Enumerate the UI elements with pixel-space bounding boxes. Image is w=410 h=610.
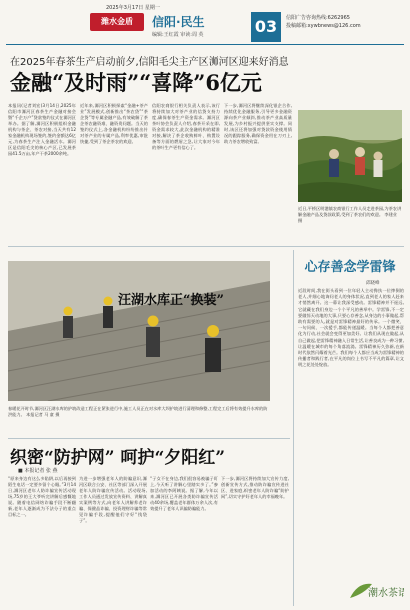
section-divider (8, 438, 290, 439)
feature-photo-title: 汪湖水库正“换装” (118, 293, 224, 308)
masthead (6, 4, 404, 46)
lead-headline: 金融“及时雨”“喜降”6亿元 (10, 70, 262, 95)
reservoir-photo (8, 261, 270, 401)
lead-story-body (8, 103, 293, 223)
bottom-story-body (8, 476, 290, 606)
photo-caption: 近日,平桥区明港镇农商银行工作人员走进茶园,为茶农讲解金融产品及贷款政策,受到了茶农们的欢迎。 李建业 摄 (298, 206, 402, 223)
column-divider (293, 250, 294, 606)
masthead-logo: 潍水金盾 (90, 13, 144, 31)
issue-date: 2025年3月17日 星期一 (106, 5, 160, 11)
tea-garden-photo-image (298, 110, 402, 202)
tea-leaf-icon (346, 576, 404, 604)
column-body: 近段时间,我在街头看到一位年轻人主动搀扶一位摔倒的老人,并细心地询问老人的身体状况,直到老人的家人赶来才悄然离开。这一幕让我深受感动。雷锋精神并不遥远,它就藏在我们身边一个个平凡的善举中。学雷锋,不一定要做惊天动地的大事,只要心存善念,从身边的小事做起,帮助有需要的人,就是对雷锋精神最好的传承。一个微笑、一句问候、一次援手,都能传递温暖。当每个人都把善意化为行动,社会就会变得更加美好。让我们从现在做起,从自己做起,把雷锋精神融入日常生活,让善良成为一种习惯,让温暖在城市的每个角落流淌。雷锋精神历久弥新,在新时代依然闪耀着光芒。我们每个人都应当成为雷锋精神的传播者和践行者,在平凡的岗位上书写不平凡的篇章,让文明之花处处绽放。 (298, 288, 404, 368)
lead-subheadline: 在2025年春茶生产启动前夕,信阳毛尖主产区浉河区迎来好消息 (10, 57, 289, 68)
article-column: 下一步,浉河区将持续加大宣传力度,创新宣传方式,推动防诈骗宣传进社区、进家庭,织密老年人防诈骗“防护网”,切实守护好老年人的幸福晚年。 (221, 476, 289, 499)
masthead-divider (6, 44, 404, 45)
section-divider (8, 246, 404, 247)
page-number: 03 (251, 12, 281, 42)
article-column: “子女不在身边,我们很容易被骗子盯上,今天听了讲解心里踏实多了。”参加活动的李阿姨说。据了解,今年以来,浉河区已开展各类防诈骗宣传活动40余场,覆盖老年群体万余人次,有效提升了老年人识骗防骗能力。 (150, 476, 218, 511)
reservoir-photo-image (8, 261, 270, 401)
article-column: 信阳农商银行相关负责人表示,该行将持续加大对茶产业的信贷支持力度,确保春茶生产资金需求。浉河区茶叶协会负责人介绍,春茶开采在即,资金需求较大,此次金融机构的精准对接,解决了茶企收购鲜叶、购置设备等方面的燃眉之急,让大家对今年的茶叶生产更有信心了。 (152, 103, 220, 150)
column-logo (346, 576, 404, 604)
column-logo-text: 潮水茶语 (368, 588, 404, 599)
column-title: 心存善念学雷锋 (304, 260, 396, 275)
article-column: 为进一步增强老年人的防骗意识,浉河区联合公安、社区等部门深入开展老年人防诈骗宣传活动。活动现场,工作人员通过发放宣传资料、讲解真实案例等方式,向老年人讲解养老诈骗、保健品诈骗、投资理财诈骗等常见诈骗手段,提醒他们守好“钱袋子”。 (79, 476, 147, 523)
article-column: 近年来,浉河区积极探索“金融+茶产业”发展模式,创新推出“茶农贷”“茶企贷”等专属金融产品,有效破解了茶企茶农融资难、融资贵问题。当天的签约仪式上,各金融机构纷纷推出针对茶产业的专属产品,利率优惠,审批快捷,受到了茶企茶农的欢迎。 (80, 103, 148, 144)
contact-info (286, 14, 361, 30)
tea-garden-photo (298, 110, 402, 202)
column-author: 邱晓峰 (366, 281, 380, 286)
article-column: 下一步,浉河区将继续深化银企合作,持续优化金融服务,引导更多金融资源向茶产业倾斜,推动茶产业高质量发展,为乡村振兴提供坚实支撑。同时,该区还将加强对贷款资金使用情况的跟踪服务,确保资金用在刀刃上,助力茶农增收致富。 (224, 103, 292, 144)
section-title: 信阳·民生 (152, 15, 205, 29)
editor-credits: 编辑:王红霞 审读:周 英 (152, 32, 204, 38)
feature-photo-caption: 春暖花开时节,浉河区汪湖水库的护坡改造工程正在紧张进行中,施工人员正在对水库大坝护坡进行清理和修整,工程完工后将有效提升水库的防洪能力。 本报记者 马 童 摄 (8, 406, 268, 417)
bottom-byline: ■ 本报记者 张 燕 (18, 468, 58, 474)
article-column: 本报讯(记者刘宏)3月14日,2025年信阳市浉河区春茶生产金融对接会暨“千企万户”贷款签约仪式在浉河区举办。据了解,浉河区积极组织金融机构与茶企、茶农对接,当天共有12家金融机构现场签约,签约金额达6亿元,为春茶生产注入金融活水。浉河区是信阳毛尖的核心产区,已发展茶园41.5万亩,年产干茶2000余吨。 (8, 103, 76, 156)
ad-hotline: 信阳广告咨询热线:6262965 (286, 15, 350, 21)
submission-email: 投稿邮箱:xywbnews@126.com (286, 23, 361, 29)
article-column: “原来身边有这么多陷阱,以后再接到陌生电话一定要多留个心眼。”3月14日,浉河区老年人防诈骗宣传活动现场,75岁的王大爷听完讲解后感慨地说。随着电信网络诈骗手段不断翻新,老年人逐渐成为不法分子的重点目标之一。 (8, 476, 76, 517)
bottom-headline: 织密“防护网” 呵护“夕阳红” (10, 448, 226, 468)
